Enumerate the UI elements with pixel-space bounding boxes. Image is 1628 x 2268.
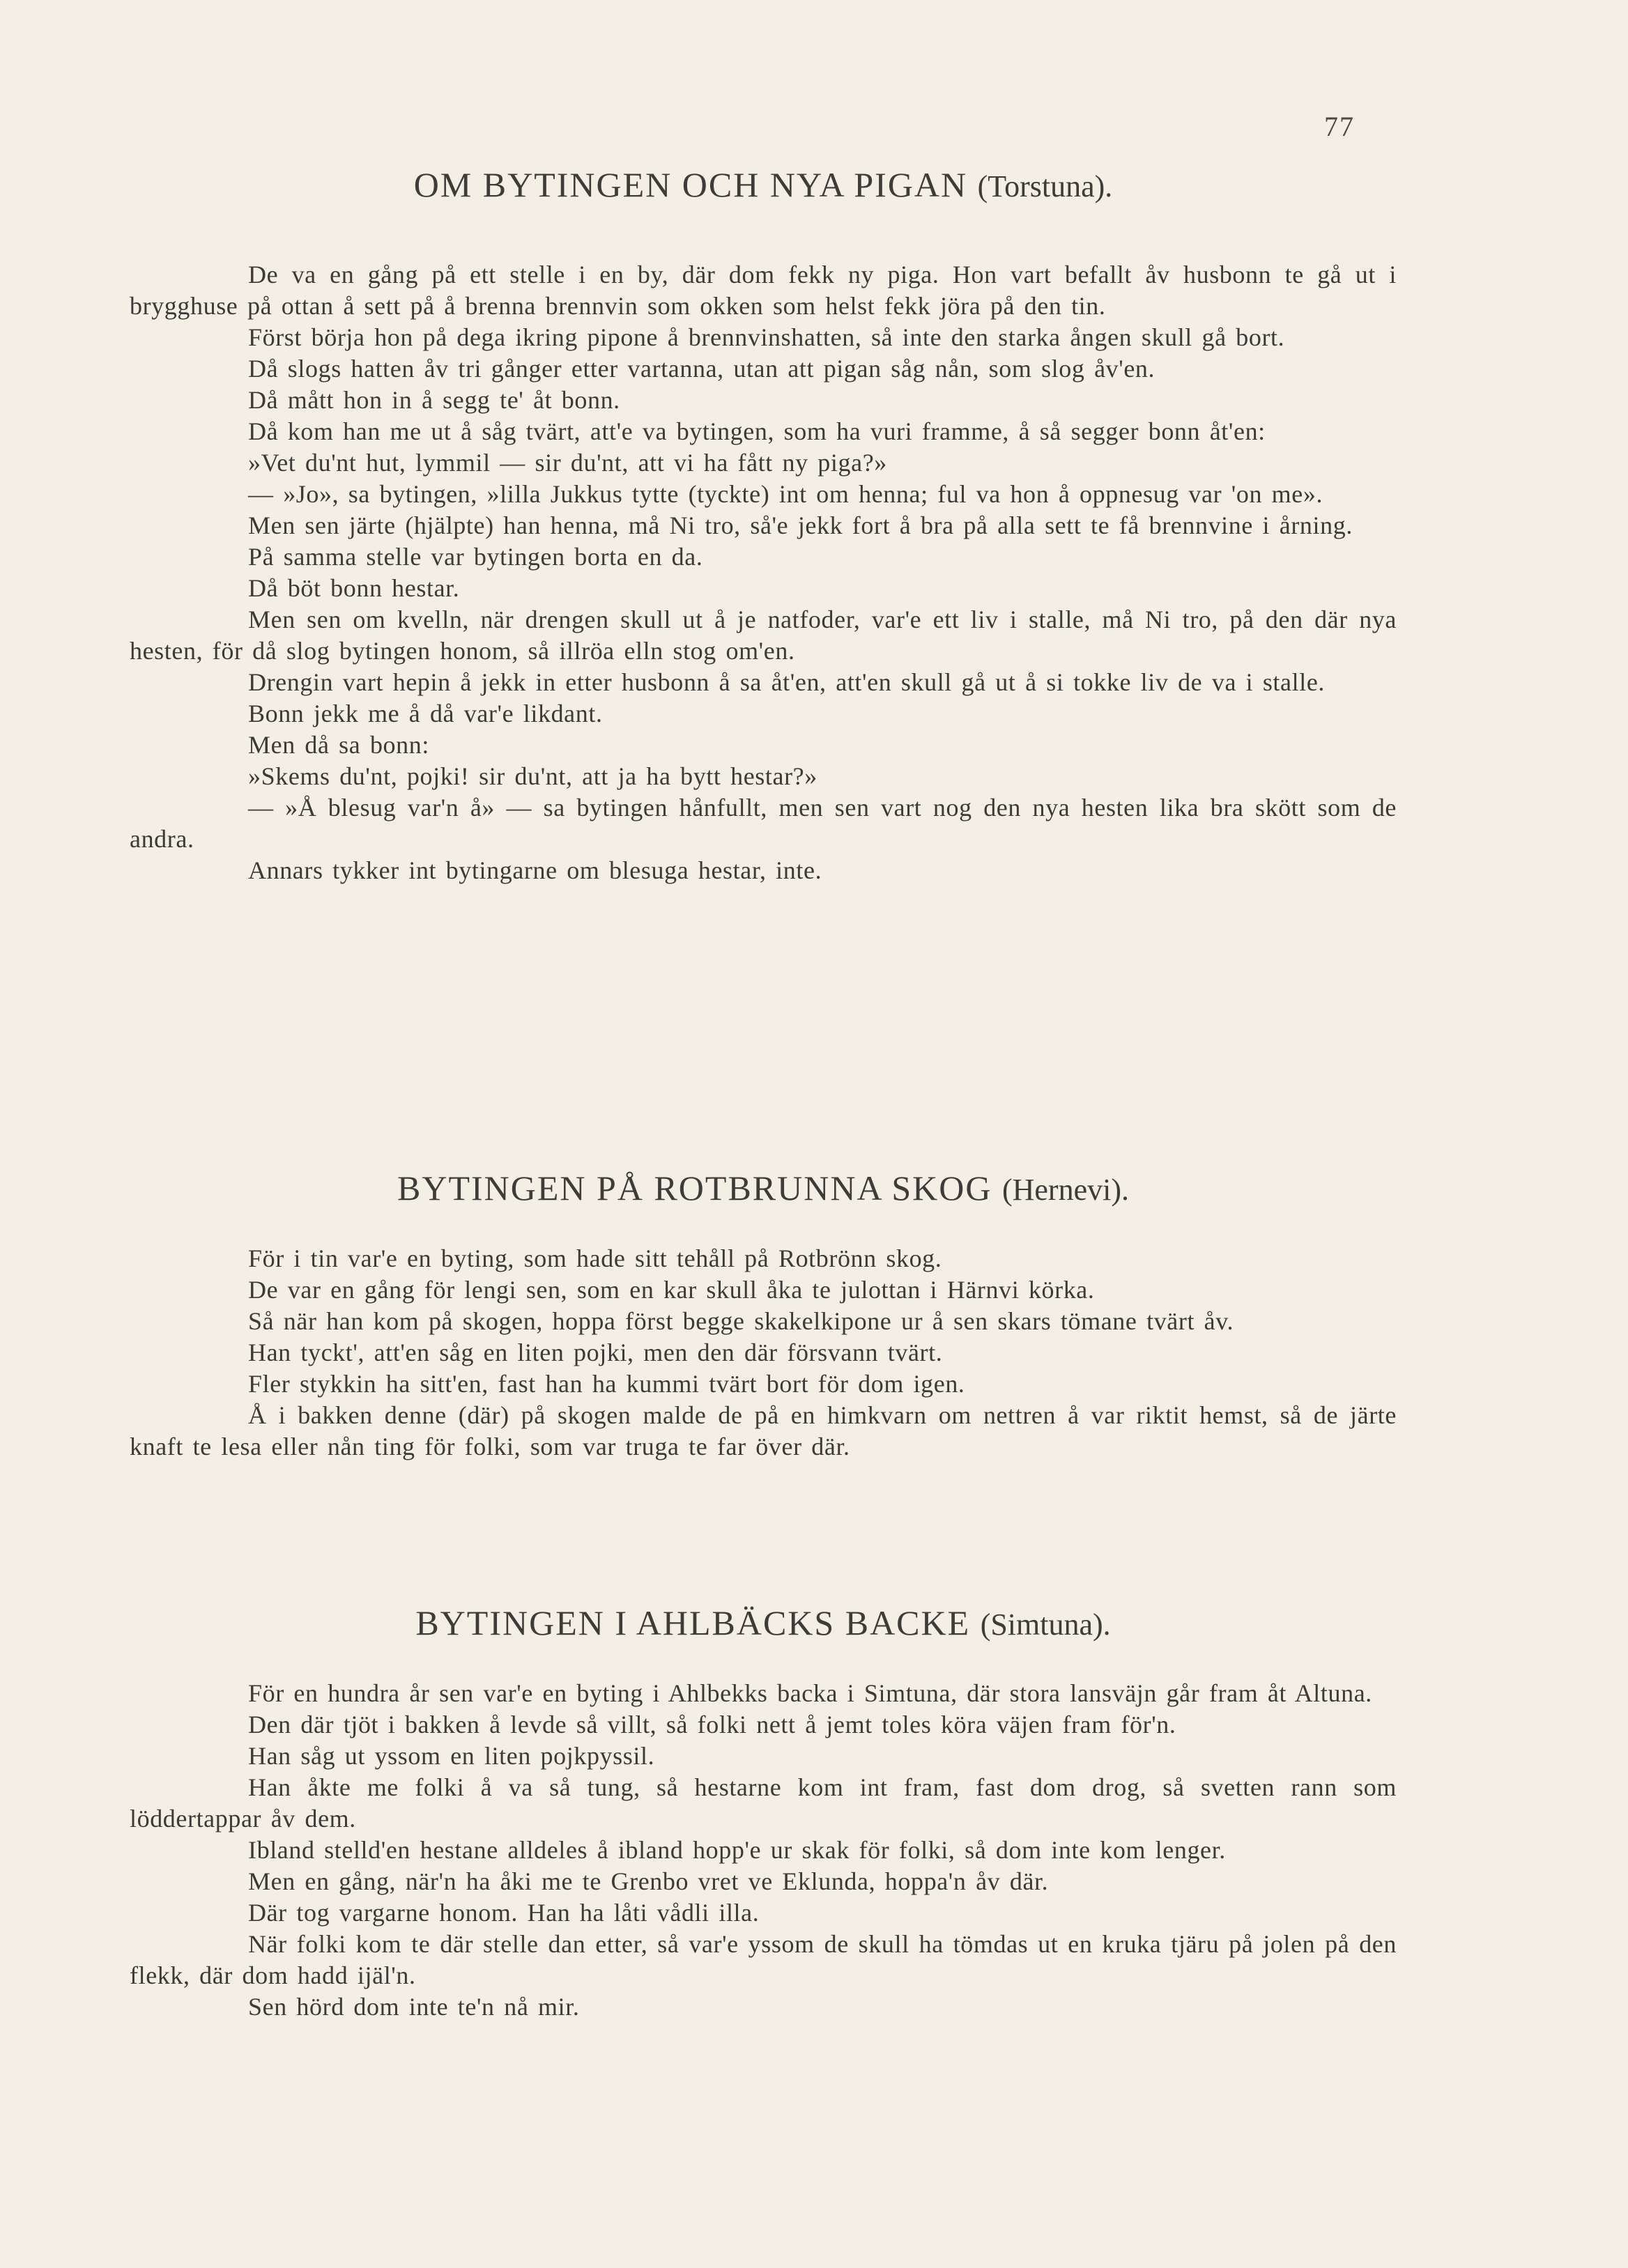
paragraph: Men en gång, när'n ha åki me te Grenbo vret ve Eklunda, hoppa'n åv där. [248,1867,1049,1895]
paragraph: — »Å blesug var'n å» — sa bytingen hånfullt, men sen vart nog den nya hesten lika bra skött som de andra. [130,794,1397,853]
paragraph: Annars tykker int bytingarne om blesuga hestar, inte. [248,856,822,884]
paragraph: De var en gång för lengi sen, som en kar skull åka te julottan i Härnvi körka. [248,1276,1095,1304]
story-section [130,1168,1397,1463]
section-title-text: OM BYTINGEN OCH NYA PIGAN [413,165,968,204]
paragraph: Så när han kom på skogen, hoppa först begge skakelkipone ur å sen skars tömane tvärt åv. [248,1307,1234,1335]
section-body [130,1678,1397,2023]
paragraph: Den där tjöt i bakken å levde så villt, så folki nett å jemt toles köra väjen fram för'n. [248,1711,1176,1738]
paragraph: Han såg ut yssom en liten pojkpyssil. [248,1742,655,1770]
section-place: (Hernevi). [1001,1173,1129,1207]
section-body [130,259,1397,886]
paragraph: Sen hörd dom inte te'n nå mir. [248,1993,580,2021]
paragraph: Han åkte me folki å va så tung, så hestarne kom int fram, fast dom drog, så svetten rann som löddertappar åv dem. [130,1773,1397,1833]
paragraph: — »Jo», sa bytingen, »lilla Jukkus tytte (tyckte) int om henna; ful va hon å oppnesug var 'on me». [248,480,1323,508]
paragraph: Fler stykkin ha sitt'en, fast han ha kummi tvärt bort för dom igen. [248,1370,965,1398]
paragraph: De va en gång på ett stelle i en by, där dom fekk ny piga. Hon vart befallt åv husbonn te gå ut i brygghuse på ottan å sett på å brenna brennvin som okken som helst fekk jöra på den tin. [130,261,1397,320]
paragraph: Men då sa bonn: [248,731,429,759]
paragraph: För i tin var'e en byting, som hade sitt tehåll på Rotbrönn skog. [248,1244,942,1272]
section-title [130,1168,1397,1208]
page-number: 77 [1324,111,1355,142]
paragraph: Då slogs hatten åv tri gånger etter vartanna, utan att pigan såg nån, som slog åv'en. [248,355,1155,383]
paragraph: »Vet du'nt hut, lymmil — sir du'nt, att vi ha fått ny piga?» [248,449,887,477]
paragraph: Drengin vart hepin å jekk in etter husbonn å sa åt'en, att'en skull gå ut å si tokke liv de va i stalle. [248,668,1325,696]
paragraph: För en hundra år sen var'e en byting i Ahlbekks backa i Simtuna, där stora lansväjn går fram åt Altuna. [248,1679,1372,1707]
paragraph: Bonn jekk me å då var'e likdant. [248,700,603,727]
paragraph: Då mått hon in å segg te' åt bonn. [248,386,620,414]
section-title-text: BYTINGEN I AHLBÄCKS BACKE [415,1603,971,1642]
paragraph: Han tyckt', att'en såg en liten pojki, men den där försvann tvärt. [248,1339,943,1366]
paragraph: Men sen järte (hjälpte) han henna, må Ni tro, så'e jekk fort å bra på alla sett te få brennvine i årning. [248,511,1353,539]
paragraph: På samma stelle var bytingen borta en da. [248,543,703,571]
paragraph: »Skems du'nt, pojki! sir du'nt, att ja ha bytt hestar?» [248,762,817,790]
section-place: (Torstuna). [977,169,1113,203]
paragraph: Då kom han me ut å såg tvärt, att'e va bytingen, som ha vuri framme, å så segger bonn åt'en: [248,417,1266,445]
section-title [130,1603,1397,1643]
section-place: (Simtuna). [980,1607,1111,1642]
paragraph: Ibland stelld'en hestane alldeles å ibland hopp'e ur skak för folki, så dom inte kom lenger. [248,1836,1226,1864]
paragraph: Men sen om kvelln, när drengen skull ut å je natfoder, var'e ett liv i stalle, må Ni tro, på den där nya hesten, för då slog bytingen honom, så illröa elln stog om'en. [130,605,1397,665]
section-title [130,164,1397,205]
section-body [130,1243,1397,1463]
paragraph: Först börja hon på dega ikring pipone å brennvinshatten, så inte den starka ången skull gå bort. [248,323,1285,351]
paragraph: Å i bakken denne (där) på skogen malde de på en himkvarn om nettren å var riktit hemst, så de järte knaft te lesa eller nån ting för folki, som var truga te far över där. [130,1401,1397,1460]
paragraph: Då böt bonn hestar. [248,574,460,602]
paragraph: Där tog vargarne honom. Han ha låti vådli illa. [248,1899,760,1927]
story-section [130,164,1397,886]
section-title-text: BYTINGEN PÅ ROTBRUNNA SKOG [397,1168,992,1208]
story-section [130,1603,1397,2023]
paragraph: När folki kom te där stelle dan etter, så var'e yssom de skull ha tömdas ut en kruka tjäru på jolen på den flekk, där dom hadd ijäl'n. [130,1930,1397,1989]
